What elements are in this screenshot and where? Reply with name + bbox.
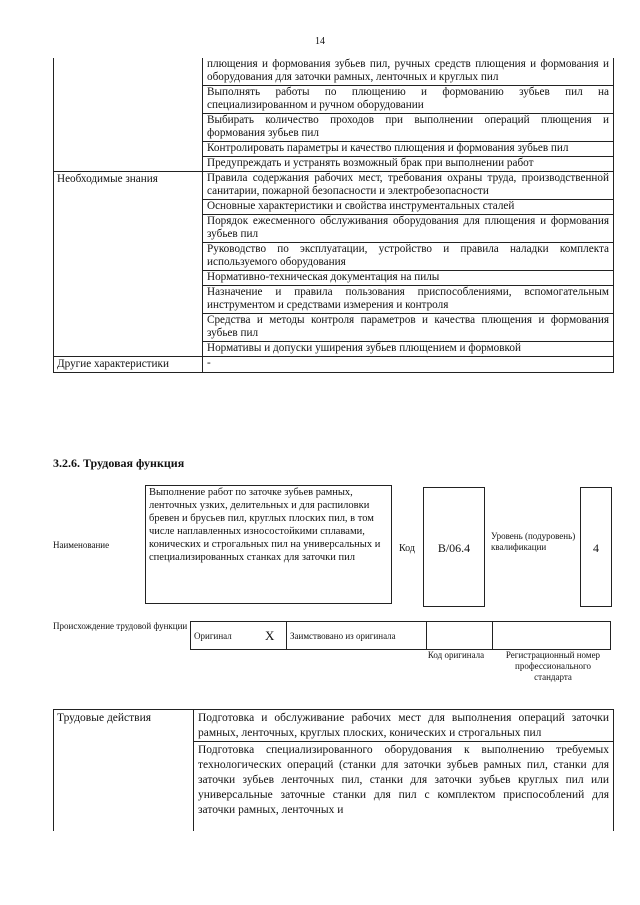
code-original-caption: Код оригинала [427,650,485,660]
knowledge-row: Руководство по эксплуатации, устройство и правила наладки комплекта используемого оборудования [203,243,614,271]
code-value-box: B/06.4 [423,487,485,607]
original-mark: X [254,622,287,650]
level-label: Уровень (подуровень) квалификации [491,531,576,552]
labor-action-row: Подготовка и обслуживание рабочих мест для выполнения операций заточки рамных, ленточных, круглых плоских, конических и строгальных пил [194,710,614,742]
borrowed-label: Заимствовано из оригинала [287,622,427,650]
knowledge-row: Порядок ежесменного обслуживания оборудования для плющения и формования зубьев пил [203,215,614,243]
skill-row: Предупреждать и устранять возможный брак при выполнении работ [203,157,614,172]
reg-number-cell [493,622,611,650]
original-label: Оригинал [191,622,254,650]
skill-row: плющения и формования зубьев пил, ручных средств плющения и формования и оборудования для заточки рамных, ленточных и круглых пил [203,58,614,86]
section-heading: 3.2.6. Трудовая функция [53,456,185,470]
code-original-cell [427,622,493,650]
reg-number-caption: Регистрационный номер профессионального стандарта [505,650,601,682]
labor-action-row: Подготовка специализированного оборудования к выполнению требуемых технологических операций (станки для заточки зубьев рамных пил, станки для заточки зубьев ленточных пил, станки для заточки зубьев круглых пил или универсальные заточные станки для пил с комплектом приспособлений для заточки рамных, ленточных и [194,742,614,832]
labor-actions-label: Трудовые действия [54,710,194,832]
origin-table [190,621,611,650]
skill-row: Выполнять работы по плющению и формованию зубьев пил на специализированном и ручном оборудовании [203,86,614,114]
level-value-box: 4 [580,487,612,607]
knowledge-row: Нормативы и допуски уширения зубьев плющением и формовкой [203,342,614,357]
knowledge-row: Средства и методы контроля параметров и качества плющения и формования зубьев пил [203,314,614,342]
labor-actions-table [53,709,614,831]
function-name-box: Выполнение работ по заточке зубьев рамных, ленточных узких, делительных и для распиловки бревен и брусьев пил, круглых плоских пил, в том числе наплавленных износостойкими сплавами, конических и строгальных пил на универсальных и специализированных станках для заточки пил [145,485,392,604]
knowledge-row: Нормативно-техническая документация на пилы [203,271,614,286]
skill-row: Контролировать параметры и качество плющения и формования зубьев пил [203,142,614,157]
knowledge-row: Назначение и правила пользования приспособлениями, вспомогательным инструментом и средствами измерения и контроля [203,286,614,314]
other-characteristics-value: - [203,357,614,373]
skills-label-cell [54,58,203,172]
knowledge-row: Основные характеристики и свойства инструментальных сталей [203,200,614,215]
code-label: Код [399,543,415,554]
origin-label: Происхождение трудовой функции [53,621,188,631]
knowledge-label: Необходимые знания [54,172,203,357]
name-label: Наименование [53,540,110,550]
page-number: 14 [315,36,325,47]
other-characteristics-label: Другие характеристики [54,357,203,373]
knowledge-row: Правила содержания рабочих мест, требования охраны труда, производственной санитарии, пожарной безопасности и электробезопасности [203,172,614,200]
skill-row: Выбирать количество проходов при выполнении операций плющения и формования зубьев пил [203,114,614,142]
knowledge-skills-table [53,58,614,373]
